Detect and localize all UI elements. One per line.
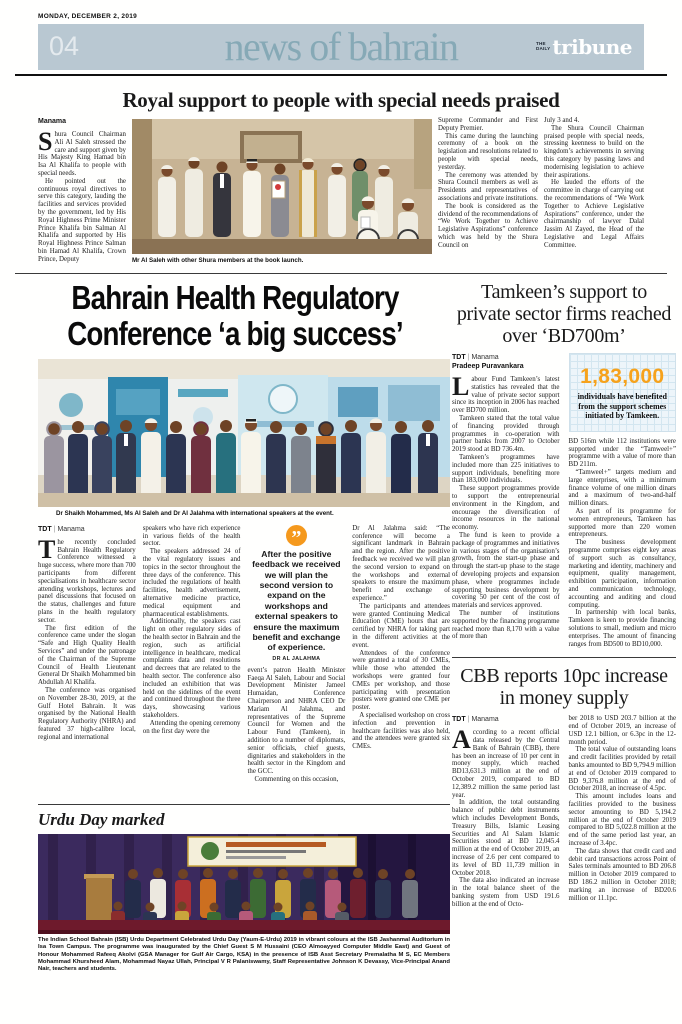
byline-separator: |	[467, 716, 470, 724]
byline-location: Manama	[471, 354, 499, 361]
health-column-4: Dr Al Jalahma said: “The conference will become a significant landmark in Bahrain and the region. After the positive feedback we received we will plan the second version to expand on the workshops and external speakers to ensure the maximum benefit and exchange of experience.” The participants and attendees were granted Continuing Medical Education (CME) hours that are certified by NHRA for taking part in the different activities at the event. Attendees of the conference were granted a total of 30 CMEs, while those who attended the workshops were granted four CMEs per workshop, and those participating with presentation posters were granted one CME per poster. A specialised workshop on cross infection and prevention in healthcare facilities was also held, and the attendees were granted six CMEs.	[352, 524, 450, 751]
royal-column-3: July 3 and 4. The Shura Council Chairman praised people with special needs, stressing keenness to build on the kingdom’s achievements in serving this category by passing laws and modernising legislation to achieve their aspirations. He lauded the efforts of the committee in charge of carrying out the recommendations of “We Work Together to Achieve Legislative Aspirations” conference, under the chairmanship of lawyer Dalal Jassim Al Zayed, the Head of the Legislative and Legal Affairs Committee.	[544, 117, 644, 249]
cbb-headline: CBB reports 10pc increase in money supply	[460, 665, 668, 710]
tribune-logo-name: tribune	[552, 35, 632, 59]
drop-cap: S	[38, 127, 53, 156]
stat-description: individuals have benefited from the support schemes initiated by Tamkeen.	[577, 392, 667, 421]
tamkeen-headline: Tamkeen’s support to private sector firms reached over ‘BD700m’	[456, 281, 672, 347]
tamkeen-article	[452, 281, 676, 648]
drop-cap: T	[38, 534, 56, 564]
masthead-divider	[15, 74, 667, 76]
royal-headline: Royal support to people with special needs praised	[122, 88, 560, 112]
section-divider	[38, 804, 450, 805]
urdu-day-section	[38, 804, 450, 973]
byline-separator: |	[53, 525, 56, 533]
cbb-column-2: ber 2018 to USD 203.7 billion at the end of October 2019, an increase of USD 12.1 billion, or 6.3pc in the 12-month period. The total value of outstanding loans and credit facilities provided by retail banks amounted to BD 9,794.9 million at end of October 2019 compared to BD 9,376.8 million at the end of October 2018, an increase of 4.5pc. This amount includes loans and facilities provided to the business sector amounting to BD 5,194.2 million at the end of October 2019 compared to BD 5,022.8 million at the end of the same period last year, an increase of 3.4pc. The data shows that credit card and debit card transactions across Point of Sales terminals amounted to BD 206.8 million in October 2019 compared to BD 186.2 million in October 2018; marking an increase of BD20.6 million or 11.1pc.	[568, 715, 676, 902]
pull-quote-attribution: DR AL JALAHMA	[272, 655, 321, 662]
byline-separator: |	[467, 354, 470, 361]
tamkeen-stat-box	[569, 353, 677, 432]
pull-quote-text: After the positive feedback we received we will plan the second version to expand on the workshops and external speakers to ensure the maximum benefit and exchange of experience.	[252, 548, 341, 653]
drop-cap: A	[452, 725, 471, 755]
health-headline-line1: Bahrain Health Regulatory	[71, 279, 399, 316]
health-photo	[38, 359, 450, 507]
cbb-article	[452, 665, 676, 908]
urdu-headline: Urdu Day marked	[38, 810, 165, 829]
section-divider	[452, 657, 676, 658]
section-divider	[15, 273, 667, 274]
cbb-column-1: TDT | Manama A ccording to a recent official data released by the Central Bank of Bahrain (CBB), there has been an increase of 10 per cent in money supply, which reached BD13,631.3 million at the end of October 2019, compared to BD 12,389.2 million the same period last year. In addition, the total outstanding balance of public debt instruments which includes Development Bonds, Treasury Bills, Islamic Leasing Securities and Al Salam Islamic Securities stood at BD 12,045.4 million at the end of October 2019, an increase of 2.6 per cent compared to its level of BD 11,739 million in October 2018. The data also indicated an increase in the total balance sheet of the banking system from USD 191.6 billion at the end of Octo-	[452, 716, 560, 908]
urdu-photo-caption: The Indian School Bahrain (ISB) Urdu Department Celebrated Urdu Day (Yaum-E-Urdu) 2019 in vibrant colours at the ISB Jashanmal Auditorium in Isa Town Campus. The programme was inaugurated by the Chief Guest S M Hussaini (CEO Almoayyed Computer Middle East) and Guest of Honour Mohammed Rafeeq Akolvi (GSA Manager for Gulf Air Cargo, KSA) in the presence of ISB Asst Secretary Premalatha M S, EC Members Mohammad Khursheed Alam, Mohammad Nayaz Ullah, Principal V R Palaniswamy, Staff Representative Johnson K Devassy, Vice-Principal Anand Nair, teachers and students.	[38, 937, 450, 973]
royal-photo	[132, 119, 432, 254]
masthead-title: news of bahrain	[224, 24, 458, 69]
byline-brand: TDT	[38, 525, 52, 533]
byline-location: Manama	[57, 525, 85, 533]
drop-cap: L	[452, 372, 470, 401]
right-column	[452, 281, 676, 909]
health-column-1: TDT | Manama T he recently concluded Bahrain Health Regulatory Conference witnessed a huge success, where more than 700 participants from different specialisations in healthcare sector attending workshops, lectures and panel discussions that focused on the status, challenges and future plans in the health regulatory sector. The first edition of the conference came under the slogan “Safe and High Quality Health Services” and under the patronage of the Chairman of the Supreme Council of Health Lieutenant General Dr Shaikh Mohammed bin Abdullah Al Khalifa. The conference was organised on November 28-30, 2019, at the Gulf Hotel Bahrain. It was organised by the National Health Regulatory Authority (NHRA) and featured 37 high-calibre local, regional and international	[38, 525, 136, 741]
tribune-logo-daily: DAILY	[535, 46, 551, 51]
health-photo-caption: Dr Shaikh Mohammed, Ms Al Saleh and Dr Al Jalahma with international speakers at the event.	[56, 510, 334, 517]
tamkeen-column-2: 1,83,000 individuals have benefited from the support schemes initiated by Tamkeen. BD 516m while 112 institutions were supported under the “Tamweel+” programme with a value of more than BD 211m. “Tamweel+” targets medium and large enterprises, with a minimum finance volume of one million dinars and a maximum of two-and-half million dinars. As part of its programme for women entrepreneurs, Tamkeen has supported more than 220 women entrepreneurs. The business development programme comprises eight key areas of support such as consultancy, marketing and identity, machinery and equipment, quality management, exhibition participation, information and communication technology, accounting and auditing and cloud computing. In partnership with local banks, Tamkeen is keen to provide financing solutions to small, medium and micro enterprises. The amount of financing ranges from BD500 to BD10,000.	[569, 353, 677, 648]
health-photo-block	[38, 359, 450, 518]
health-article	[20, 280, 450, 784]
royal-byline: Manama	[38, 118, 67, 125]
urdu-day-photo	[38, 834, 450, 934]
byline-author: Pradeep Puravankara	[452, 363, 524, 370]
byline-location: Manama	[471, 716, 499, 724]
tribune-logo-the: THE	[535, 41, 546, 47]
pull-quote	[248, 525, 346, 667]
health-column-3: ” After the positive feedback we received we will plan the second version to expand on the workshops and external speakers to ensure the maximum benefit and exchange of experience. DR AL JALAHMA event’s patron Health Minister Faeqa Al Saleh, Labour and Social Development Minister Jameel Humaidan, Conference Chairperson and NHRA CEO Dr Mariam Al Jalahma, and representatives of the Supreme Council for Women and the Labour Fund (Tamkeen), in addition to a number of diplomats, senior officials, chief guests, dignitaries and stakeholders in the health sector in the Kingdom and the GCC. Commenting on this occasion,	[247, 526, 346, 784]
health-headline	[20, 280, 450, 352]
health-headline-line2: Conference ‘a big success’	[67, 315, 403, 352]
stat-number: 1,83,000	[580, 365, 665, 388]
royal-column-2: Supreme Commander and First Deputy Premier. This came during the launching ceremony of a book on the legislation and resolutions related to people with special needs, yesterday. The ceremony was attended by Shura Council members as well as Presidents and representatives of associations and private institutions. The book is considered as the dividend of the recommendations of “We Work Together to Achieve Legislative Aspirations” conference which was held by the Shura Council on	[438, 117, 538, 249]
royal-column-1: Manama S hura Council Chairman Ali Al Saleh stressed the care and support given by His Majesty King Hamad bin Isa Al Khalifa to people with special needs. He pointed out the continuous royal directives to serve this category, lauding the facilities and services provided by the government, led by His Royal Highness Prime Minister Prince Khalifa bin Salman Al Khalifa and supported by His Royal Highness Prince Salman bin Hamad Al Khalifa, Crown Prince, Deputy	[38, 118, 126, 263]
tamkeen-column-1: TDT | Manama Pradeep Puravankara L abour Fund Tamkeen’s latest statistics has revealed that the value of private sector support since its inception in 2006 has reached over BD700 million. Tamkeen stated that the total value of financing provided through programmes in co-operation with partner banks from 2007 to October 2019 stood at BD 736.4m. Tamkeen’s programmes have included more than 225 initiatives to support individuals, benefiting more than 183,000 individuals. These support programmes provide to support the entrepreneurial environment in the Kingdom, and encourage the diversification of income resources in the national economy. The fund is keen to provide a package of programmes and initiatives in various stages of the organisation’s growth, from the start-up phase and through the start-up phase to the stage of developing projects and expansion phase, where programmes include supporting business development by covering 50 per cent of the cost of materials and services approved. The number of institutions supported by the financing programme reached more than 8,170 with a value of more than	[452, 354, 560, 641]
royal-article	[38, 88, 644, 265]
royal-photo-caption: Mr Al Saleh with other Shura members at the book launch.	[132, 257, 304, 264]
quote-icon: ”	[286, 525, 307, 546]
byline-brand: TDT	[452, 354, 466, 361]
byline-brand: TDT	[452, 716, 466, 724]
royal-photo-block	[132, 117, 432, 265]
health-column-2: speakers who have rich experience in various fields of the health sector. The speakers addressed 24 of the vital regulatory issues and topics in the sector throughout the three days of the conference. This included the regulations of health facilities, health advertisement, alternative medicine practice, medical equipment and pharmaceutical establishments. Additionally, the speakers cast light on other regulatory sides of the health sector in Bahrain and the region, such as artificial intelligence in healthcare, medical complaints data and resolutions and decrees that are related to the health sector. The conference also included an exhibition that was held on the sidelines of the event and continued throughout the three days, showcasing various stakeholders. Attending the opening ceremony on the first day were the	[142, 524, 241, 735]
masthead-banner	[38, 24, 644, 70]
page-number: 04	[49, 31, 80, 61]
tribune-logo-stack	[536, 42, 550, 52]
masthead-date: MONDAY, DECEMBER 2, 2019	[38, 13, 138, 20]
tribune-logo	[536, 37, 632, 57]
